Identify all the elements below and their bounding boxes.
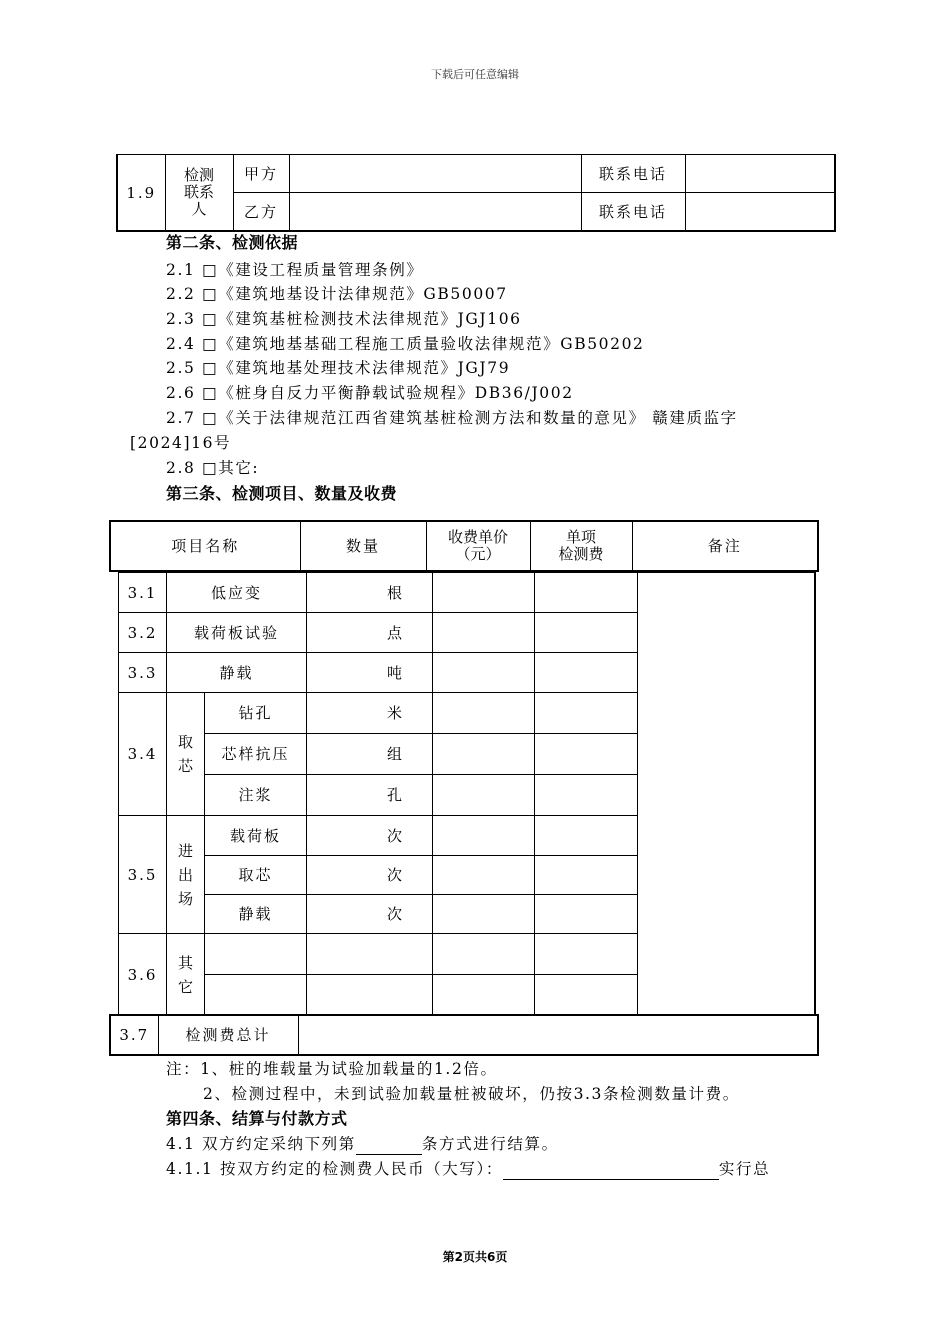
settlement-line: 4.1 双方约定采纳下列第 条方式进行结算。 [166, 1135, 559, 1153]
col-single-fee: 单项 检测费 [530, 521, 632, 571]
contact-table [116, 154, 836, 232]
col-name: 项目名称 [110, 521, 300, 571]
price-cell[interactable] [433, 653, 535, 693]
price-cell[interactable] [433, 975, 535, 1016]
table-row: 芯样抗压 组 [119, 734, 638, 775]
contact-label: 检测 联系 人 [165, 155, 233, 232]
section3-heading: 第三条、检测项目、数量及收费 [166, 484, 398, 503]
contact-index: 1.9 [117, 155, 165, 232]
group-label-entry-exit: 进出场 [178, 841, 194, 908]
col-unit-price: 收费单价 （元） [426, 521, 530, 571]
fee-cell[interactable] [535, 573, 638, 613]
col-quantity: 数量 [300, 521, 426, 571]
group-label-coring: 取芯 [178, 733, 194, 775]
page-footer: 第2页共6页 [442, 1250, 508, 1264]
settlement-option-blank[interactable] [356, 1138, 422, 1155]
note-line: 2、检测过程中，未到试验加载量桩被破坏，仍按3.3条检测数量计费。 [203, 1085, 740, 1103]
price-cell[interactable] [433, 856, 535, 895]
table-row: 注浆 孔 [119, 775, 638, 816]
table-row: 3.4 取芯 钻孔 米 [119, 693, 638, 734]
total-amount-cell[interactable] [298, 1015, 818, 1055]
quantity-cell[interactable] [307, 934, 433, 975]
fee-cell[interactable] [535, 693, 638, 734]
table-row: 取芯 次 [119, 856, 638, 895]
fee-table-header [109, 520, 819, 572]
basis-item: 2.3 □《建筑基桩检测技术法律规范》JGJ106 [166, 310, 522, 328]
party-b-phone-label: 联系电话 [581, 193, 685, 231]
section4-heading: 第四条、结算与付款方式 [166, 1109, 348, 1128]
other-name-cell[interactable] [205, 975, 307, 1016]
party-a-label: 甲方 [233, 155, 289, 193]
basis-item: 2.7 □《关于法律规范江西省建筑基桩检测方法和数量的意见》 赣建质监字 [166, 409, 738, 427]
total-label: 检测费总计 [158, 1015, 298, 1055]
basis-item: 2.6 □《桩身自反力平衡静载试验规程》DB36/J002 [166, 384, 574, 402]
price-cell[interactable] [433, 895, 535, 934]
price-cell[interactable] [433, 734, 535, 775]
price-cell[interactable] [433, 573, 535, 613]
party-a-phone-field[interactable] [685, 155, 835, 193]
basis-item: 2.2 □《建筑地基设计法律规范》GB50007 [166, 285, 508, 303]
fee-cell[interactable] [535, 734, 638, 775]
fee-cell[interactable] [535, 934, 638, 975]
party-b-field[interactable] [289, 193, 581, 231]
group-label-other: 其它 [178, 953, 194, 996]
party-b-phone-field[interactable] [685, 193, 835, 231]
price-cell[interactable] [433, 934, 535, 975]
table-row: 3.5 进出场 载荷板 次 [119, 816, 638, 856]
fee-cell[interactable] [535, 975, 638, 1016]
table-row: 3.3 静载 吨 [119, 653, 638, 693]
price-cell[interactable] [433, 613, 535, 653]
party-b-label: 乙方 [233, 193, 289, 231]
table-row: 3.6 其它 [119, 934, 638, 975]
fee-cell[interactable] [535, 856, 638, 895]
fee-cell[interactable] [535, 816, 638, 856]
fee-cell[interactable] [535, 653, 638, 693]
note-line: 注：1、桩的堆载量为试验加载量的1.2倍。 [166, 1060, 498, 1078]
other-name-cell[interactable] [205, 934, 307, 975]
fee-cell[interactable] [535, 895, 638, 934]
fee-amount-line: 4.1.1 按双方约定的检测费人民币（大写）： 实行总 [166, 1160, 771, 1178]
basis-item: 2.5 □《建筑地基处理技术法律规范》JGJ79 [166, 359, 511, 377]
remark-cell[interactable] [636, 572, 816, 1015]
table-row: 静载 次 [119, 895, 638, 934]
party-a-phone-label: 联系电话 [581, 155, 685, 193]
quantity-cell[interactable] [307, 975, 433, 1016]
basis-item: 2.4 □《建筑地基基础工程施工质量验收法律规范》GB50202 [166, 335, 645, 353]
col-remark: 备注 [632, 521, 818, 571]
price-cell[interactable] [433, 816, 535, 856]
table-row: 3.2 载荷板试验 点 [119, 613, 638, 653]
table-row: 3.1 低应变 根 [119, 573, 638, 613]
fee-cell[interactable] [535, 775, 638, 816]
section2-heading: 第二条、检测依据 [166, 233, 299, 252]
fee-amount-blank[interactable] [503, 1163, 719, 1180]
basis-item: 2.8 □其它: [166, 459, 260, 477]
party-a-field[interactable] [289, 155, 581, 193]
header-note: 下载后可任意编辑 [431, 68, 519, 81]
price-cell[interactable] [433, 693, 535, 734]
price-cell[interactable] [433, 775, 535, 816]
fee-table [118, 572, 638, 1016]
fee-cell[interactable] [535, 613, 638, 653]
fee-total-row: 3.7 检测费总计 [109, 1014, 819, 1056]
basis-item: 2.1 □《建设工程质量管理条例》 [166, 261, 424, 279]
basis-item: [2024]16号 [130, 434, 232, 452]
